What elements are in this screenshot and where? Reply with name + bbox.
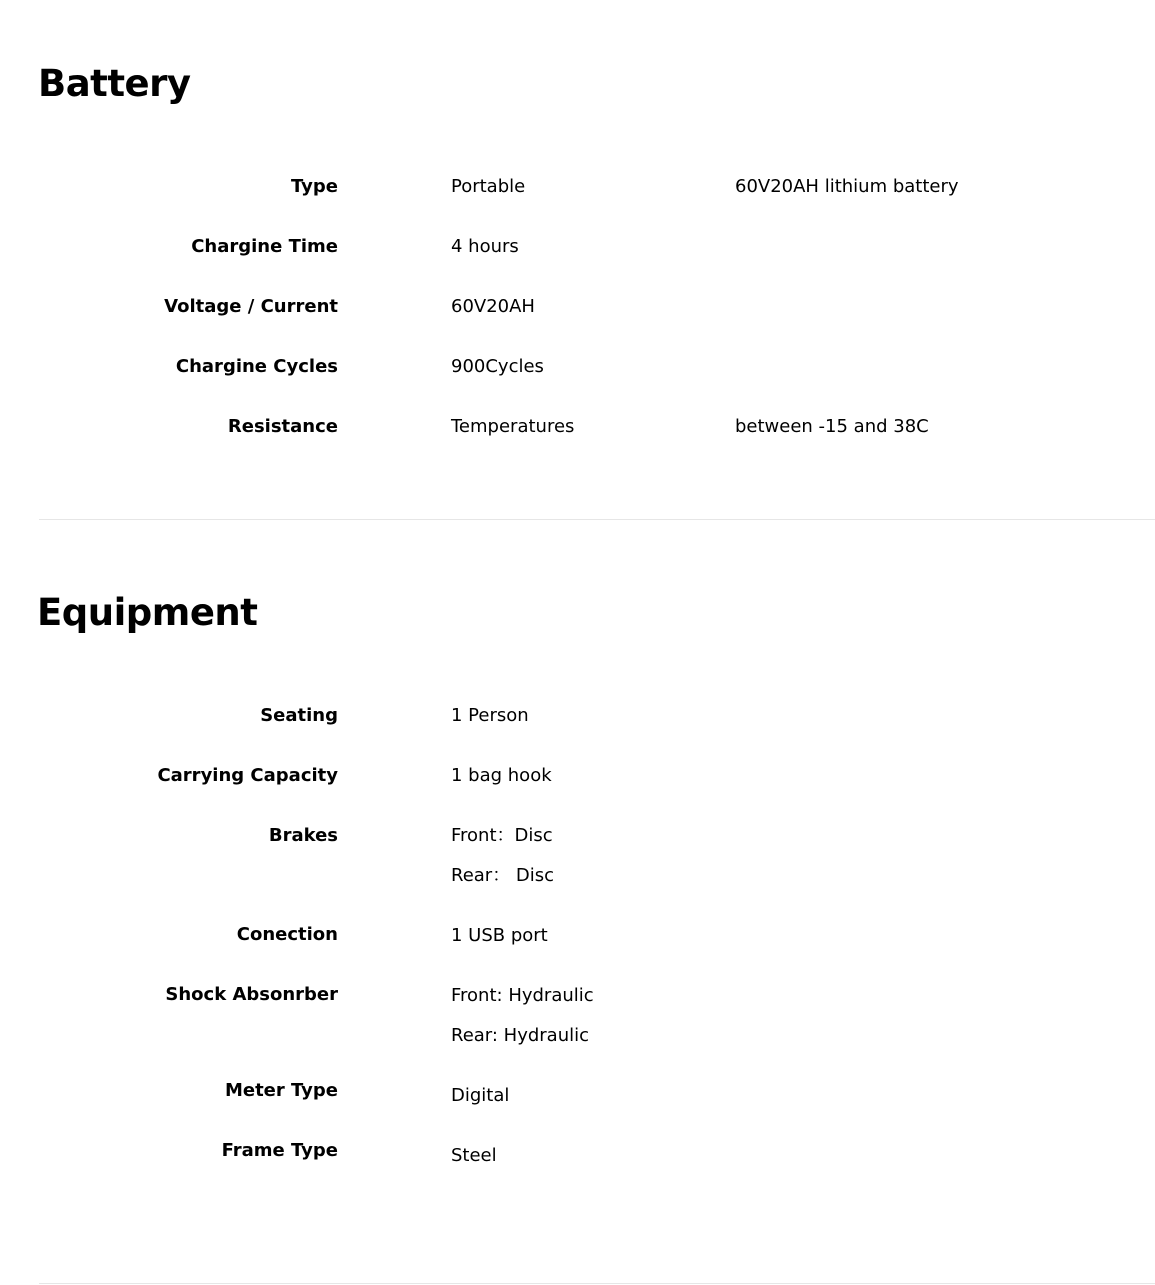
spec-value: Digital: [451, 1085, 510, 1106]
spec-label: Seating: [260, 705, 338, 726]
spec-label: Conection: [236, 924, 338, 945]
spec-value-line: Front：Disc: [451, 825, 553, 846]
spec-label: Frame Type: [221, 1140, 338, 1161]
spec-label: Meter Type: [224, 1080, 338, 1101]
section-divider: [39, 1283, 1155, 1284]
spec-value: Steel: [451, 1145, 497, 1166]
spec-extra: between -15 and 38C: [735, 416, 929, 437]
spec-label: Chargine Cycles: [175, 356, 338, 377]
spec-label: Shock Absonrber: [165, 984, 338, 1005]
spec-label: Brakes: [268, 825, 338, 846]
spec-extra: 60V20AH lithium battery: [735, 176, 959, 197]
spec-value: Temperatures: [451, 416, 575, 437]
spec-label: Carrying Capacity: [157, 765, 338, 786]
spec-value: 900Cycles: [451, 356, 544, 377]
battery-section-title: Battery: [38, 62, 191, 105]
spec-label: Type: [291, 176, 338, 197]
spec-value: Portable: [451, 176, 526, 197]
spec-label: Chargine Time: [191, 236, 338, 257]
spec-value: 1 bag hook: [451, 765, 552, 786]
spec-value-line: Front: Hydraulic: [451, 985, 594, 1006]
spec-value-line: Rear: Hydraulic: [451, 1025, 590, 1046]
spec-value-multiline: [451, 984, 594, 1064]
spec-label: Voltage / Current: [164, 296, 338, 317]
spec-value: 1 USB port: [451, 925, 548, 946]
section-divider: [39, 519, 1155, 520]
spec-value: 1 Person: [451, 705, 529, 726]
spec-value-multiline: [451, 824, 554, 904]
spec-value-line: Rear： Disc: [451, 865, 555, 886]
equipment-section-title: Equipment: [37, 591, 258, 634]
spec-value: 4 hours: [451, 236, 519, 257]
spec-value: 60V20AH: [451, 296, 535, 317]
spec-label: Resistance: [227, 416, 338, 437]
